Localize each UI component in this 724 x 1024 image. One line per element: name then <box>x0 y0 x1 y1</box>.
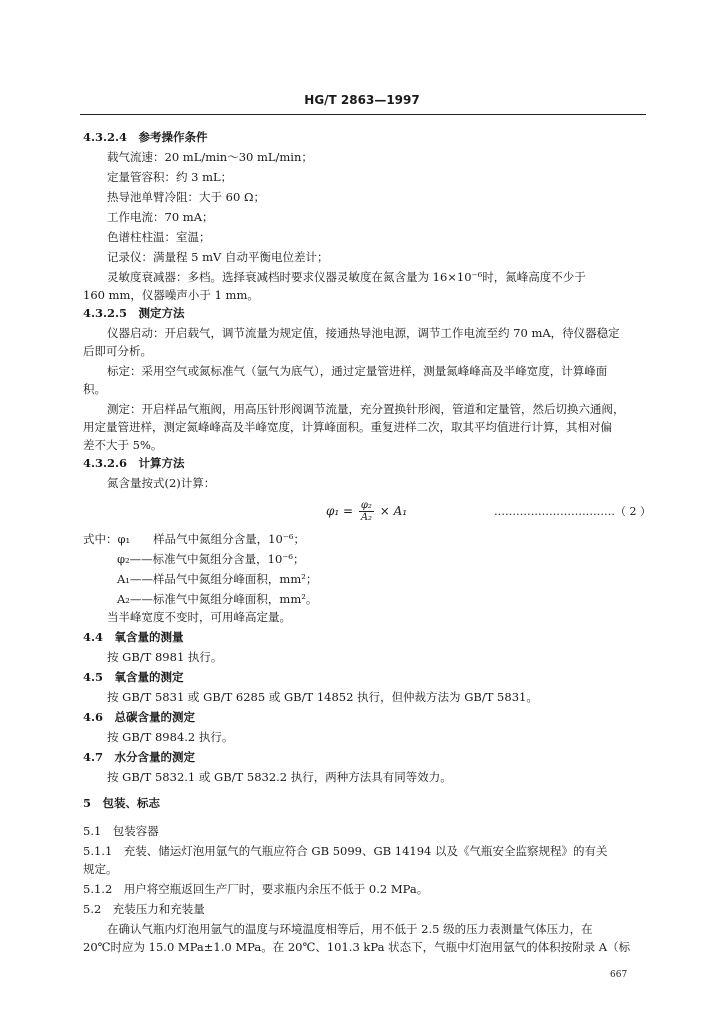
text-line: 氮含量按式(2)计算： <box>107 476 216 490</box>
section-heading: 4.3.2.5 测定方法 <box>83 306 185 320</box>
page-header: HG/T 2863—1997 <box>304 93 420 107</box>
section-heading: 4.4 氧含量的测量 <box>83 630 184 644</box>
text-line: 用定量管进样，测定氮峰峰高及半峰宽度，计算峰面积。重复进样二次，取其平均值进行计算，其相对偏 <box>83 420 612 434</box>
text-line: 标定：采用空气或氮标准气（氩气为底气），通过定量管进样，测量氮峰峰高及半峰宽度，计算峰面 <box>107 364 608 378</box>
text-line: 5.1.1 充装、储运灯泡用氩气的气瓶应符合 GB 5099、GB 14194 以及《气瓶安全监察规程》的有关 <box>83 844 608 858</box>
section-heading: 4.7 水分含量的测定 <box>83 750 196 764</box>
formula-numerator: φ₂ <box>360 500 372 511</box>
text-line: φ₂——标准气中氮组分含量，10⁻⁶； <box>117 552 305 566</box>
formula-rhs: × A₁ <box>379 504 408 518</box>
text-line: 20℃时应为 15.0 MPa±1.0 MPa。在 20℃、101.3 kPa 状态下，气瓶中灯泡用氩气的体积按附录 A（标 <box>83 940 631 954</box>
formula-number: ……………………………（ 2 ） <box>494 505 651 518</box>
formula-denominator: A₂ <box>360 512 373 523</box>
text-line: 测定：开启样品气瓶阀，用高压针形阀调节流量，充分置换针形阀，管道和定量管，然后切换六通阀， <box>107 402 625 416</box>
text-line: 工作电流：70 mA； <box>107 210 214 224</box>
text-line: 热导池单臂冷阻：大于 60 Ω； <box>107 190 265 204</box>
text-line: 160 mm，仪器噪声小于 1 mm。 <box>83 288 259 302</box>
page-number: 667 <box>610 970 628 980</box>
text-line: 5.1 包装容器 <box>83 824 159 838</box>
text-line: 按 GB/T 8984.2 执行。 <box>107 730 234 744</box>
text-line: 记录仪：满量程 5 mV 自动平衡电位差计； <box>107 250 329 264</box>
text-line: A₂——标准气中氮组分峰面积，mm²。 <box>117 592 318 606</box>
text-line: 5.1.2 用户将空瓶返回生产厂时，要求瓶内余压不低于 0.2 MPa。 <box>83 882 429 896</box>
text-line: 仪器启动：开启载气，调节流量为规定值，接通热导池电源，调节工作电流至约 70 mA，待仪器稳定 <box>107 326 620 340</box>
text-line: 色谱柱柱温：室温； <box>107 230 211 244</box>
formula-2 <box>326 500 407 523</box>
header-rule <box>80 114 646 115</box>
text-line: 按 GB/T 8981 执行。 <box>107 650 223 664</box>
text-line: 在确认气瓶内灯泡用氩气的温度与环境温度相等后，用不低于 2.5 级的压力表测量气体压力，在 <box>107 922 593 936</box>
text-line: 后即可分析。 <box>83 344 152 358</box>
section-heading: 4.3.2.6 计算方法 <box>83 456 185 470</box>
section-heading: 4.3.2.4 参考操作条件 <box>83 130 208 144</box>
text-line: 积。 <box>83 382 106 396</box>
text-line: 载气流速：20 mL/min～30 mL/min； <box>107 150 313 164</box>
text-line: 当半峰宽度不变时，可用峰高定量。 <box>107 610 291 624</box>
text-line: 差不大于 5%。 <box>83 438 163 452</box>
section-heading: 4.5 氧含量的测定 <box>83 670 184 684</box>
text-line: 规定。 <box>83 862 118 876</box>
section-heading: 5 包装、标志 <box>83 796 161 810</box>
text-line: 定量管容积：约 3 mL； <box>107 170 233 184</box>
formula-lhs: φ₁ = <box>326 504 354 518</box>
text-line: 5.2 充装压力和充装量 <box>83 902 205 916</box>
text-line: 按 GB/T 5831 或 GB/T 6285 或 GB/T 14852 执行，但仲裁方法为 GB/T 5831。 <box>107 690 538 704</box>
section-heading: 4.6 总碳含量的测定 <box>83 710 196 724</box>
text-line: 灵敏度衰减器：多档。选择衰减档时要求仪器灵敏度在氮含量为 16×10⁻⁶时，氮峰高度不少于 <box>107 270 586 284</box>
text-line: 式中：φ₁ 样品气中氮组分含量，10⁻⁶； <box>83 532 305 546</box>
text-line: 按 GB/T 5832.1 或 GB/T 5832.2 执行，两种方法具有同等效力。 <box>107 770 452 784</box>
text-line: A₁——样品气中氮组分峰面积，mm²； <box>117 572 318 586</box>
formula-fraction <box>359 500 374 523</box>
